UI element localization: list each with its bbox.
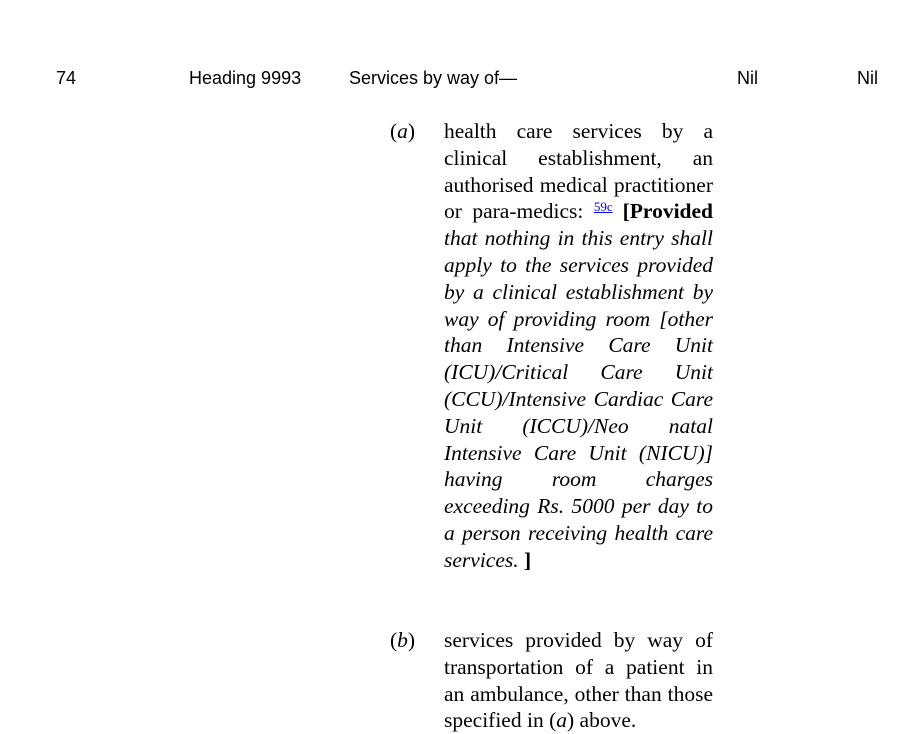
item-text-a [444,118,713,574]
item-a-main-text: health care services by a clinical establishment, an authorised medical practitioner or para-medics: [444,119,713,224]
footnote-link[interactable]: 59c [593,199,613,215]
item-text-b [444,627,713,734]
paren-open: ( [390,119,398,143]
heading-code: Heading 9993 [189,68,302,88]
proviso-close: ] [518,547,532,572]
item-b-text-ref: a [556,708,567,733]
proviso-open: [Provided [622,199,714,224]
rate-value: Nil [737,68,758,88]
proviso-text: that nothing in this entry shall apply to the services provided by a clinical establishment by way of providing room [other than Intensive Care Unit (ICU)/Critical Care Unit (CCU)/Intensive Cardiac Care Unit (ICCU)/Neo natal Intensive Care Unit (NICU)] having room charges exceeding Rs. 5000 per day to a person receiving health care services. [444,226,713,572]
description-intro: Services by way of— [349,68,518,88]
paren-open: ( [390,628,398,652]
paren-close: ) [407,628,416,652]
item-letter: b [397,628,408,652]
item-b-text-after: ) above. [567,708,637,733]
item-label-b [390,627,415,654]
item-b-text-before: services provided by way of transportation of a patient in an ambulance, other than those specified in ( [444,628,713,733]
paren-close: ) [407,119,416,143]
item-label-a [390,118,415,145]
condition-value: Nil [857,68,878,88]
serial-number: 74 [56,68,77,88]
item-letter: a [397,119,408,143]
